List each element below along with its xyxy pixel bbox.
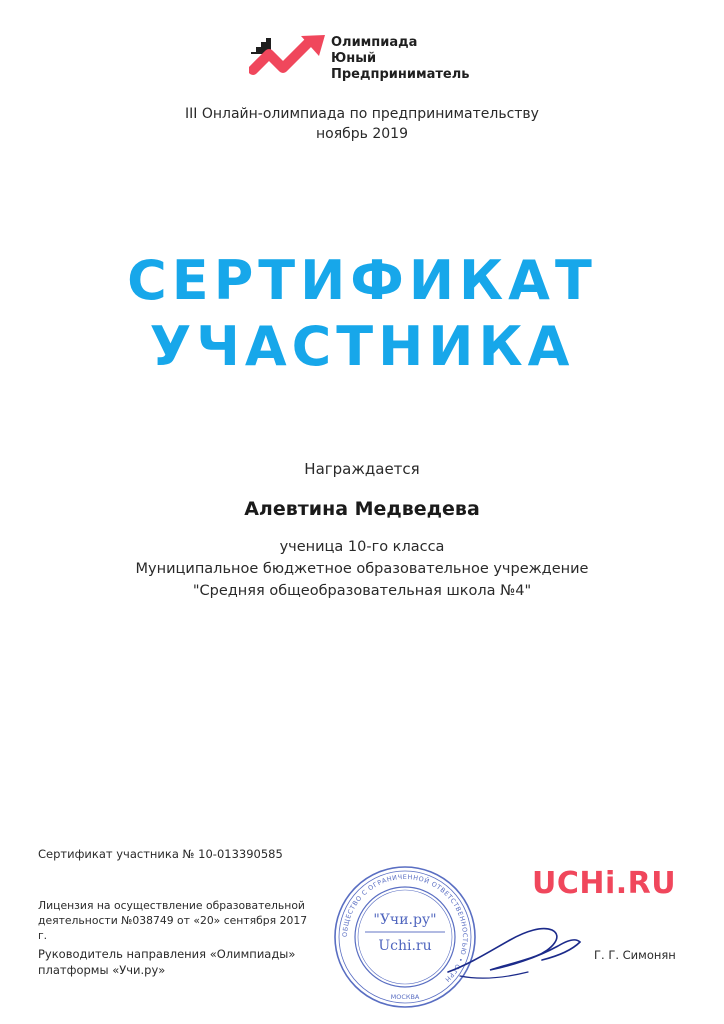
awarded-label: Награждается (304, 460, 420, 478)
stamp-center-line-2: Uchi.ru (378, 938, 432, 954)
stamp-center-line-1: "Учи.ру" (373, 912, 437, 928)
recipient-name: Алевтина Медведева (244, 498, 480, 520)
recipient-grade: ученица 10-го класса (279, 539, 445, 555)
certificate-title (0, 248, 724, 380)
title-line-1: СЕРТИФИКАТ (127, 249, 597, 312)
head-line-2: платформы «Учи.ру» (38, 963, 166, 977)
institution-line-2: "Средняя общеобразовательная школа №4" (192, 583, 532, 599)
recipient-details (0, 536, 724, 602)
olympiad-logo (249, 32, 489, 88)
event-date: ноябрь 2019 (316, 126, 408, 142)
stamp-ring-text: ОБЩЕСТВО С ОГРАНИЧЕННОЙ ОТВЕТСТВЕННОСТЬЮ • ОГРН (340, 872, 470, 984)
chart-arrow-icon (249, 32, 329, 84)
logo-line-3: Предприниматель (331, 67, 470, 82)
license-line-1: Лицензия на осуществление образовательной (38, 899, 305, 912)
license-info (38, 898, 308, 943)
license-line-2: деятельности №038749 от «20» сентября 2017 г. (38, 914, 308, 942)
uchi-brand-logo: UCHi.RU (532, 866, 677, 901)
institution-line-1: Муниципальное бюджетное образовательное учреждение (135, 561, 589, 577)
certificate-number: Сертификат участника № 10-013390585 (38, 847, 283, 861)
title-line-2: УЧАСТНИКА (149, 315, 575, 378)
event-info (0, 104, 724, 144)
head-line-1: Руководитель направления «Олимпиады» (38, 947, 296, 961)
logo-line-2: Юный (331, 51, 377, 66)
stamp-bottom-text: МОСКВА (390, 993, 420, 1001)
logo-line-1: Олимпиада (331, 35, 418, 50)
handwritten-signature (440, 920, 590, 990)
signer-name: Г. Г. Симонян (594, 948, 676, 962)
head-of-direction (38, 946, 318, 978)
event-title: III Онлайн-олимпиада по предпринимательству (185, 106, 539, 122)
